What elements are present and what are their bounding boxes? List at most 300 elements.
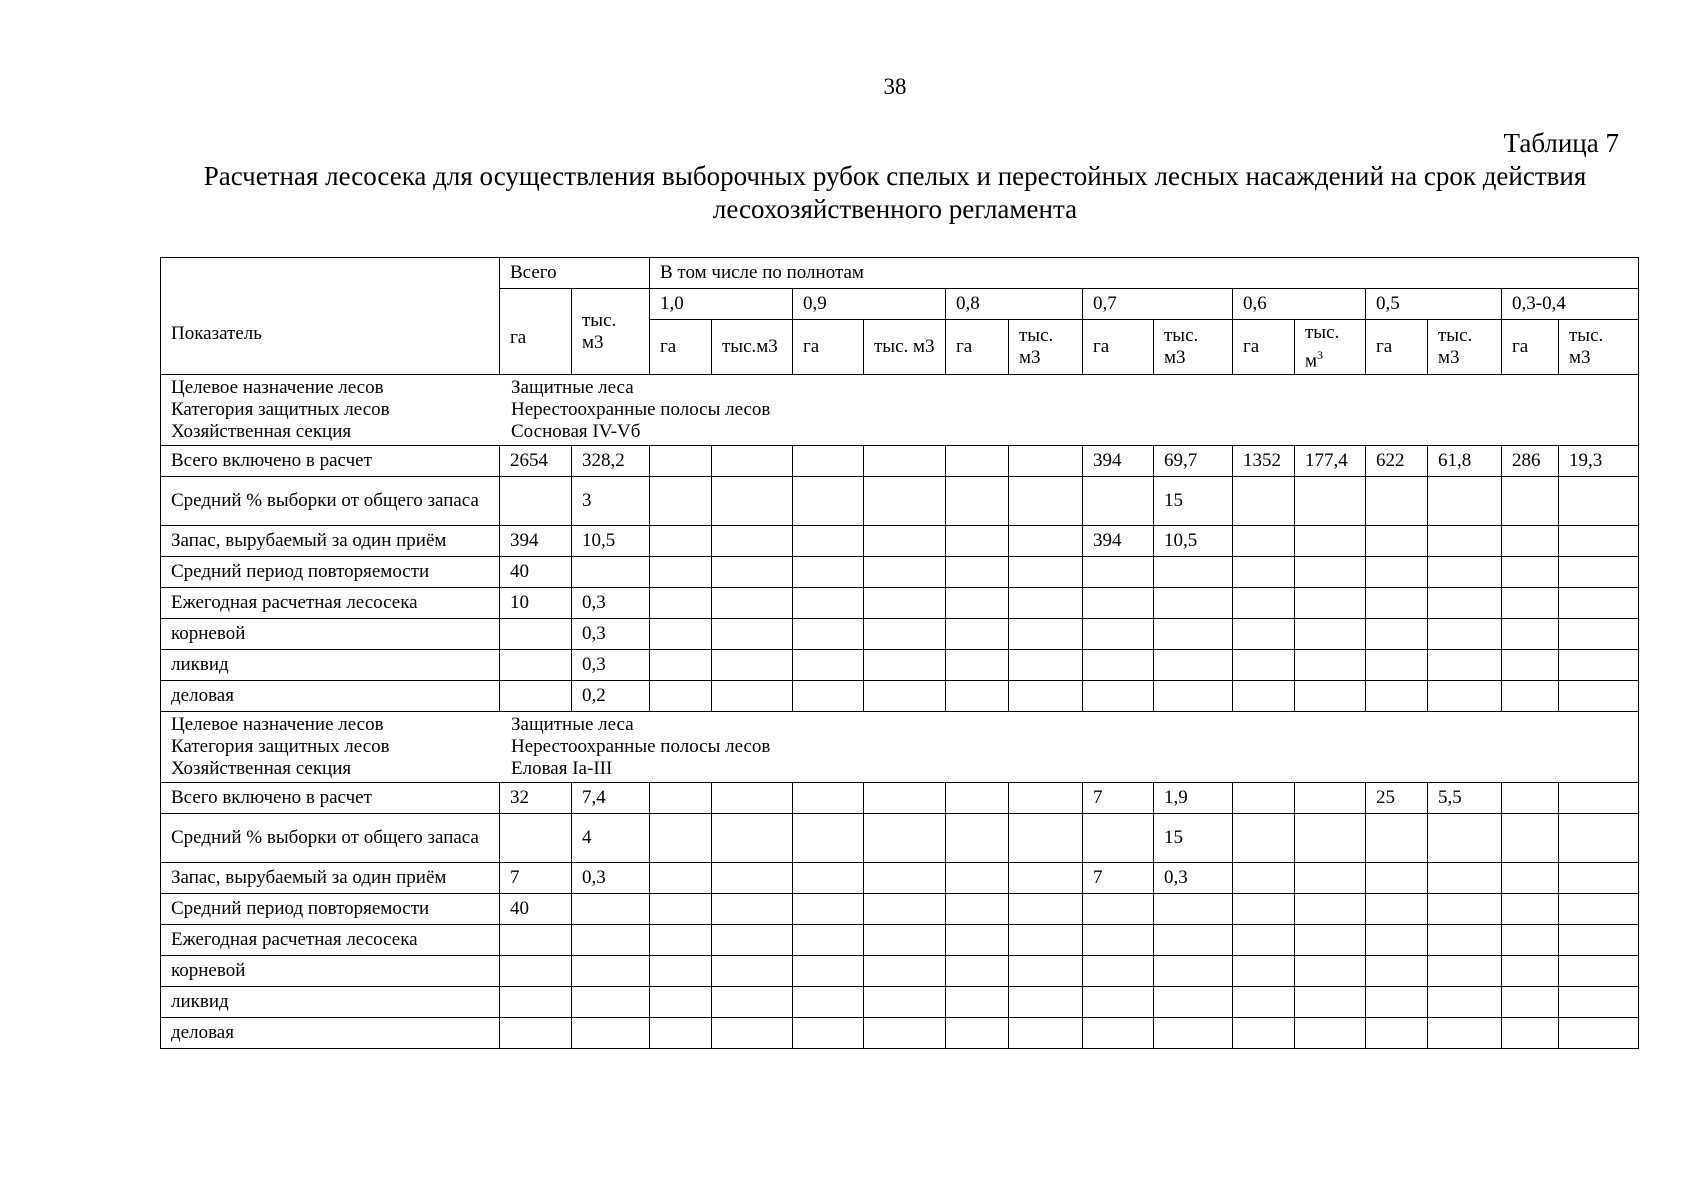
- table-cell: [946, 814, 1009, 863]
- table-cell: [650, 557, 712, 588]
- table-cell: [650, 925, 712, 956]
- table-cell: [1083, 588, 1154, 619]
- allowable-cut-table: [160, 257, 1639, 1049]
- header-unit-ha: га: [650, 320, 712, 375]
- table-cell: [946, 863, 1009, 894]
- table-row: [161, 987, 1639, 1018]
- table-cell: [1154, 557, 1233, 588]
- table-cell: [1428, 1018, 1502, 1049]
- table-cell: [1502, 863, 1559, 894]
- row-label: деловая: [161, 681, 500, 712]
- table-cell: [1428, 863, 1502, 894]
- table-cell: [1233, 477, 1295, 526]
- table-cell: [1154, 588, 1233, 619]
- table-cell: 0,3: [572, 619, 650, 650]
- table-row: [161, 894, 1639, 925]
- table-cell: [1083, 956, 1154, 987]
- table-cell: [572, 987, 650, 1018]
- table-cell: [650, 446, 712, 477]
- table-cell: 286: [1502, 446, 1559, 477]
- table-cell: 0,3: [572, 863, 650, 894]
- table-cell: [1366, 650, 1428, 681]
- table-cell: [650, 814, 712, 863]
- table-cell: [1154, 650, 1233, 681]
- table-cell: [1154, 956, 1233, 987]
- table-cell: [1559, 588, 1639, 619]
- table-cell: [712, 588, 793, 619]
- table-cell: [1233, 783, 1295, 814]
- header-by-density: В том числе по полнотам: [650, 258, 1639, 289]
- table-cell: [712, 446, 793, 477]
- table-cell: [1009, 894, 1083, 925]
- header-density-4: 0,6: [1233, 289, 1366, 320]
- table-cell: [864, 477, 946, 526]
- table-row: [161, 956, 1639, 987]
- section-header: [161, 712, 1639, 783]
- table-cell: [1009, 681, 1083, 712]
- table-cell: [1154, 925, 1233, 956]
- section-line-value: Нерестоохранные полосы лесов: [511, 736, 771, 758]
- table-cell: [946, 925, 1009, 956]
- table-cell: [572, 894, 650, 925]
- table-cell: [1154, 681, 1233, 712]
- section-line-value: Защитные леса: [511, 714, 634, 736]
- section-line: [171, 399, 1628, 421]
- table-cell: [500, 814, 572, 863]
- table-cell: [1366, 557, 1428, 588]
- table-cell: [946, 894, 1009, 925]
- table-cell: [1009, 814, 1083, 863]
- table-cell: [712, 894, 793, 925]
- row-label: Всего включено в расчет: [161, 446, 500, 477]
- table-cell: [946, 619, 1009, 650]
- table-cell: [1295, 863, 1366, 894]
- table-cell: [1295, 956, 1366, 987]
- table-cell: [864, 1018, 946, 1049]
- table-cell: [650, 650, 712, 681]
- section-line-value: Защитные леса: [511, 377, 634, 399]
- table-cell: 5,5: [1428, 783, 1502, 814]
- table-cell: [1428, 557, 1502, 588]
- header-density-0: 1,0: [650, 289, 793, 320]
- header-unit-thou-m3: тыс. м3: [1428, 320, 1502, 375]
- table-cell: [712, 681, 793, 712]
- table-cell: [1366, 477, 1428, 526]
- section-line-label: Категория защитных лесов: [171, 399, 390, 421]
- table-cell: 622: [1366, 446, 1428, 477]
- table-cell: [1009, 783, 1083, 814]
- table-cell: [712, 477, 793, 526]
- table-cell: [946, 650, 1009, 681]
- table-cell: [864, 681, 946, 712]
- row-label: Запас, вырубаемый за один приём: [161, 863, 500, 894]
- table-cell: [1428, 650, 1502, 681]
- table-cell: [650, 619, 712, 650]
- table-cell: [1154, 619, 1233, 650]
- header-unit-ha: га: [793, 320, 864, 375]
- table-cell: [650, 588, 712, 619]
- table-cell: [1295, 681, 1366, 712]
- row-label: Ежегодная расчетная лесосека: [161, 925, 500, 956]
- table-cell: 394: [1083, 526, 1154, 557]
- table-cell: [650, 894, 712, 925]
- table-cell: [1559, 894, 1639, 925]
- table-cell: 0,3: [572, 650, 650, 681]
- table-cell: [1083, 1018, 1154, 1049]
- table-cell: [1559, 863, 1639, 894]
- table-cell: [1233, 619, 1295, 650]
- table-cell: [1083, 619, 1154, 650]
- table-cell: [1428, 477, 1502, 526]
- header-unit-thou-m3: тыс. м3: [864, 320, 946, 375]
- table-cell: [864, 863, 946, 894]
- table-cell: [1009, 863, 1083, 894]
- row-label: корневой: [161, 956, 500, 987]
- table-cell: [1233, 956, 1295, 987]
- table-cell: [500, 956, 572, 987]
- section-line: [171, 421, 1628, 443]
- row-label: Ежегодная расчетная лесосека: [161, 588, 500, 619]
- table-cell: 4: [572, 814, 650, 863]
- table-cell: [946, 477, 1009, 526]
- table-cell: [1295, 619, 1366, 650]
- table-cell: [793, 681, 864, 712]
- table-cell: [864, 619, 946, 650]
- table-cell: [864, 588, 946, 619]
- row-label: ликвид: [161, 987, 500, 1018]
- header-total-thou-m3: тыс. м3: [572, 289, 650, 375]
- header-unit-ha: га: [1502, 320, 1559, 375]
- header-unit-thou-m3: [1295, 320, 1366, 375]
- table-cell: [864, 925, 946, 956]
- header-density-3: 0,7: [1083, 289, 1233, 320]
- table-cell: 10,5: [572, 526, 650, 557]
- section-line-label: Категория защитных лесов: [171, 736, 390, 758]
- table-cell: [1428, 925, 1502, 956]
- table-cell: [1502, 894, 1559, 925]
- table-cell: [1009, 588, 1083, 619]
- table-cell: [1559, 956, 1639, 987]
- table-cell: [1428, 987, 1502, 1018]
- table-cell: [1428, 956, 1502, 987]
- table-row: [161, 446, 1639, 477]
- table-row: [161, 619, 1639, 650]
- table-cell: 328,2: [572, 446, 650, 477]
- table-cell: [1502, 1018, 1559, 1049]
- table-cell: [1083, 894, 1154, 925]
- table-label: Таблица 7: [1503, 128, 1619, 158]
- table-cell: [1559, 650, 1639, 681]
- table-cell: 7: [1083, 863, 1154, 894]
- table-cell: 10: [500, 588, 572, 619]
- table-cell: [864, 783, 946, 814]
- section-line: [171, 714, 1628, 736]
- table-cell: [500, 650, 572, 681]
- table-cell: [946, 446, 1009, 477]
- table-cell: [1154, 1018, 1233, 1049]
- table-cell: 0,3: [1154, 863, 1233, 894]
- table-cell: [572, 925, 650, 956]
- table-cell: 32: [500, 783, 572, 814]
- table-cell: [1559, 1018, 1639, 1049]
- table-cell: [793, 619, 864, 650]
- header-unit-superscript: 3: [1317, 348, 1324, 362]
- table-cell: [650, 477, 712, 526]
- table-cell: 10,5: [1154, 526, 1233, 557]
- header-unit-thou-m3: тыс. м3: [1559, 320, 1639, 375]
- table-cell: [1559, 987, 1639, 1018]
- table-cell: [1233, 894, 1295, 925]
- header-density-1: 0,9: [793, 289, 946, 320]
- table-cell: [1559, 477, 1639, 526]
- header-density-6: 0,3-0,4: [1502, 289, 1639, 320]
- table-cell: [793, 557, 864, 588]
- table-cell: [712, 956, 793, 987]
- table-cell: [1295, 1018, 1366, 1049]
- section-line-value: Сосновая IV-Vб: [511, 421, 641, 443]
- header-unit-thou-m3: тыс. м3: [1154, 320, 1233, 375]
- table-cell: [1083, 650, 1154, 681]
- table-cell: [1154, 894, 1233, 925]
- table-cell: [1366, 588, 1428, 619]
- table-cell: [1083, 925, 1154, 956]
- table-cell: [946, 557, 1009, 588]
- table-cell: 1,9: [1154, 783, 1233, 814]
- table-cell: [500, 1018, 572, 1049]
- table-cell: [793, 814, 864, 863]
- table-cell: [1502, 783, 1559, 814]
- table-cell: 7,4: [572, 783, 650, 814]
- table-cell: [712, 619, 793, 650]
- table-cell: [1233, 814, 1295, 863]
- table-row: [161, 588, 1639, 619]
- table-cell: 19,3: [1559, 446, 1639, 477]
- table-cell: [1009, 477, 1083, 526]
- table-cell: [1502, 619, 1559, 650]
- table-cell: [864, 894, 946, 925]
- table-cell: 15: [1154, 477, 1233, 526]
- table-cell: [1502, 925, 1559, 956]
- table-cell: [1502, 956, 1559, 987]
- table-cell: [1295, 987, 1366, 1018]
- table-cell: [793, 987, 864, 1018]
- table-cell: [1009, 557, 1083, 588]
- table-cell: [650, 956, 712, 987]
- row-label: Всего включено в расчет: [161, 783, 500, 814]
- table-cell: [1559, 619, 1639, 650]
- header-indicator: Показатель: [161, 258, 500, 375]
- table-cell: 177,4: [1295, 446, 1366, 477]
- table-title: Расчетная лесосека для осуществления выборочных рубок спелых и перестойных лесных насаждений на срок действия лесохозяйственного регламента: [203, 161, 1587, 224]
- table-cell: [1502, 477, 1559, 526]
- table-cell: [1428, 619, 1502, 650]
- table-cell: [793, 588, 864, 619]
- header-total-ha: га: [500, 289, 572, 375]
- header-unit-ha: га: [1233, 320, 1295, 375]
- row-label: Средний % выборки от общего запаса: [161, 814, 500, 863]
- section-line-value: Нерестоохранные полосы лесов: [511, 399, 771, 421]
- table-cell: [1559, 557, 1639, 588]
- table-cell: [712, 557, 793, 588]
- table-cell: [946, 526, 1009, 557]
- table-cell: 69,7: [1154, 446, 1233, 477]
- row-label: ликвид: [161, 650, 500, 681]
- table-row: [161, 783, 1639, 814]
- table-cell: [1295, 526, 1366, 557]
- table-cell: [712, 1018, 793, 1049]
- table-cell: [946, 987, 1009, 1018]
- table-cell: [1428, 894, 1502, 925]
- table-cell: [946, 1018, 1009, 1049]
- table-cell: [572, 1018, 650, 1049]
- table-cell: 40: [500, 894, 572, 925]
- table-cell: [1154, 987, 1233, 1018]
- row-label: Средний % выборки от общего запаса: [161, 477, 500, 526]
- header-density-5: 0,5: [1366, 289, 1502, 320]
- table-row: [161, 681, 1639, 712]
- table-cell: [500, 619, 572, 650]
- table-cell: [793, 650, 864, 681]
- section-header-row: [161, 712, 1639, 783]
- table-cell: 0,2: [572, 681, 650, 712]
- section-line-value: Еловая Ia-III: [511, 758, 613, 780]
- table-cell: 7: [500, 863, 572, 894]
- table-cell: [712, 783, 793, 814]
- section-line-label: Хозяйственная секция: [171, 758, 352, 780]
- table-cell: [1083, 987, 1154, 1018]
- table-cell: [1295, 925, 1366, 956]
- table-cell: [793, 894, 864, 925]
- table-cell: [864, 987, 946, 1018]
- table-cell: [1502, 681, 1559, 712]
- table-cell: [1233, 650, 1295, 681]
- table-cell: [1083, 814, 1154, 863]
- table-cell: 40: [500, 557, 572, 588]
- table-cell: 394: [1083, 446, 1154, 477]
- table-cell: [793, 863, 864, 894]
- header-unit-ha: га: [1083, 320, 1154, 375]
- table-cell: [1366, 619, 1428, 650]
- section-line-label: Хозяйственная секция: [171, 421, 352, 443]
- row-label: корневой: [161, 619, 500, 650]
- table-cell: [1366, 894, 1428, 925]
- table-cell: [1295, 783, 1366, 814]
- table-cell: [793, 477, 864, 526]
- row-label: Средний период повторяемости: [161, 557, 500, 588]
- table-cell: [650, 987, 712, 1018]
- table-cell: [946, 681, 1009, 712]
- table-cell: [1233, 1018, 1295, 1049]
- table-cell: [712, 650, 793, 681]
- table-cell: [1295, 477, 1366, 526]
- table-cell: 3: [572, 477, 650, 526]
- table-cell: [946, 783, 1009, 814]
- table-cell: [1009, 987, 1083, 1018]
- table-cell: [1009, 526, 1083, 557]
- table-cell: [864, 557, 946, 588]
- table-cell: 15: [1154, 814, 1233, 863]
- table-row: [161, 650, 1639, 681]
- table-cell: [1233, 863, 1295, 894]
- table-row: [161, 557, 1639, 588]
- table-cell: [793, 925, 864, 956]
- table-cell: [1502, 987, 1559, 1018]
- table-cell: [1366, 925, 1428, 956]
- table-cell: [1428, 526, 1502, 557]
- section-header-row: [161, 375, 1639, 446]
- header-density-2: 0,8: [946, 289, 1083, 320]
- header-row-1: [161, 258, 1639, 289]
- table-cell: [1295, 894, 1366, 925]
- table-row: [161, 863, 1639, 894]
- table-cell: [1009, 650, 1083, 681]
- section-line: [171, 758, 1628, 780]
- table-cell: [1502, 588, 1559, 619]
- table-cell: [1502, 557, 1559, 588]
- table-cell: [712, 863, 793, 894]
- table-cell: [1083, 477, 1154, 526]
- table-cell: [1083, 557, 1154, 588]
- table-cell: [1233, 526, 1295, 557]
- table-cell: [864, 526, 946, 557]
- table-cell: [1009, 925, 1083, 956]
- table-cell: [1428, 588, 1502, 619]
- table-cell: [1233, 987, 1295, 1018]
- header-unit-text: тыс. м: [1305, 322, 1340, 372]
- table-cell: [572, 557, 650, 588]
- table-row: [161, 526, 1639, 557]
- row-label: деловая: [161, 1018, 500, 1049]
- table-cell: [1559, 681, 1639, 712]
- table-cell: [1366, 1018, 1428, 1049]
- table-cell: [712, 925, 793, 956]
- table-cell: [1233, 925, 1295, 956]
- table-cell: [500, 925, 572, 956]
- section-header: [161, 375, 1639, 446]
- header-unit-thou-m3: тыс.м3: [712, 320, 793, 375]
- table-cell: [1083, 681, 1154, 712]
- table-cell: [864, 814, 946, 863]
- table-cell: [1009, 1018, 1083, 1049]
- section-line: [171, 377, 1628, 399]
- table-cell: 61,8: [1428, 446, 1502, 477]
- table-cell: [712, 526, 793, 557]
- table-cell: [1559, 526, 1639, 557]
- header-unit-thou-m3: тыс. м3: [1009, 320, 1083, 375]
- table-cell: [650, 863, 712, 894]
- table-cell: [1559, 925, 1639, 956]
- header-unit-ha: га: [1366, 320, 1428, 375]
- table-cell: 7: [1083, 783, 1154, 814]
- table-cell: [793, 783, 864, 814]
- header-unit-ha: га: [946, 320, 1009, 375]
- table-cell: [1366, 814, 1428, 863]
- table-cell: [864, 956, 946, 987]
- table-cell: [1428, 681, 1502, 712]
- section-line: [171, 736, 1628, 758]
- table-cell: [1009, 956, 1083, 987]
- table-cell: [1366, 526, 1428, 557]
- table-cell: [793, 446, 864, 477]
- table-cell: 2654: [500, 446, 572, 477]
- table-cell: [1295, 650, 1366, 681]
- page-number: 38: [883, 74, 907, 99]
- table-cell: 0,3: [572, 588, 650, 619]
- table-cell: [650, 681, 712, 712]
- section-line-label: Целевое назначение лесов: [171, 714, 384, 736]
- table-row: [161, 477, 1639, 526]
- table-cell: [793, 1018, 864, 1049]
